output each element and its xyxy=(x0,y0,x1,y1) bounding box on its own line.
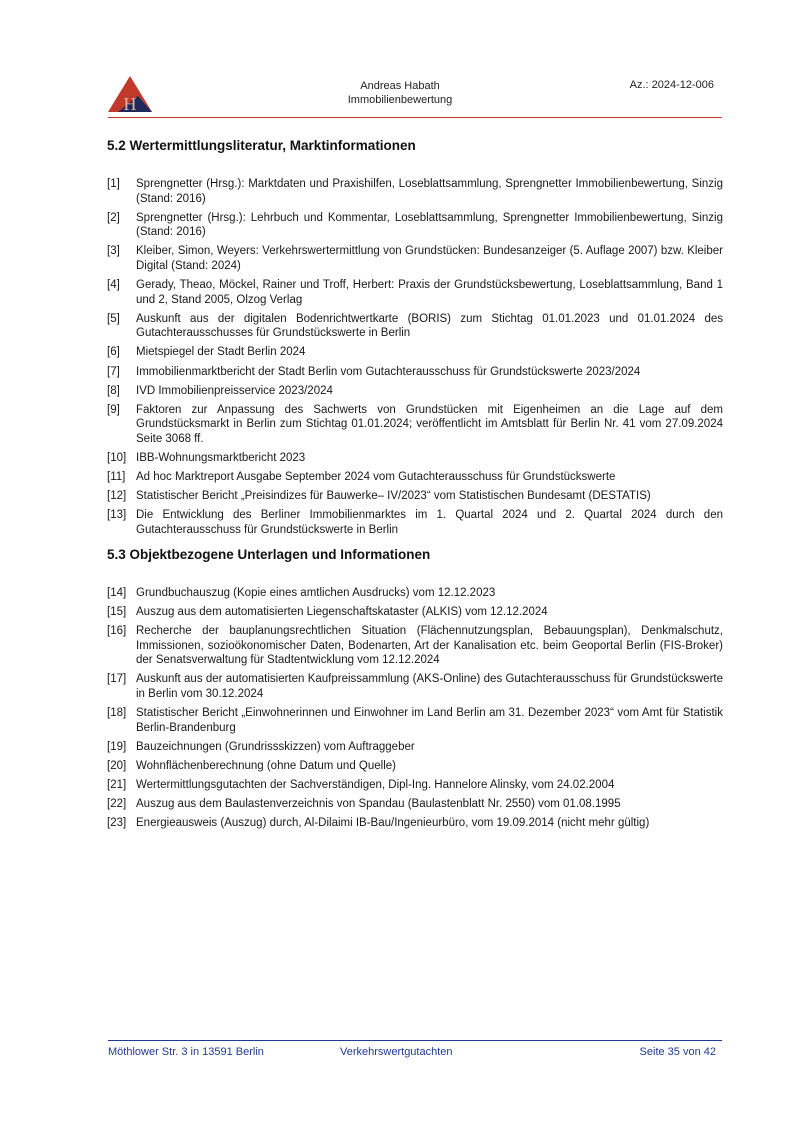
reference-item xyxy=(107,816,723,831)
reference-number: [15] xyxy=(107,606,127,619)
reference-item xyxy=(107,384,723,399)
reference-text: Die Entwicklung des Berliner Immobilienmarktes im 1. Quartal 2024 und 2. Quartal 2024 durch den Gutachterausschuss für Grundstückswerte in Berlin xyxy=(136,509,723,536)
reference-number: [16] xyxy=(107,625,127,638)
reference-item xyxy=(107,624,723,668)
logo-letter: H xyxy=(123,94,137,114)
header-divider xyxy=(108,117,722,118)
reference-item xyxy=(107,451,723,466)
reference-item xyxy=(107,706,723,735)
company-logo xyxy=(108,74,152,114)
reference-number: [22] xyxy=(107,798,127,811)
reference-item xyxy=(107,244,723,273)
reference-text: Bauzeichnungen (Grundrissskizzen) vom Auftraggeber xyxy=(136,740,415,753)
reference-number: [20] xyxy=(107,759,127,772)
reference-text: Immobilienmarktbericht der Stadt Berlin vom Gutachterausschuss für Grundstückswerte 2023/2024 xyxy=(136,365,641,378)
reference-text: Sprengnetter (Hrsg.): Marktdaten und Praxishilfen, Loseblattsammlung, Sprengnetter Immobilienbewertung, Sinzig (Stand: 2016) xyxy=(136,178,723,205)
reference-item xyxy=(107,177,723,206)
reference-number: [17] xyxy=(107,673,127,686)
appraiser-name: Andreas Habath xyxy=(360,80,440,92)
reference-text: Mietspiegel der Stadt Berlin 2024 xyxy=(136,346,306,359)
reference-list-literature xyxy=(107,177,723,542)
reference-number: [3] xyxy=(107,245,120,258)
reference-text: IVD Immobilienpreisservice 2023/2024 xyxy=(136,384,333,397)
reference-text: Wohnflächenberechnung (ohne Datum und Quelle) xyxy=(136,759,396,772)
reference-text: Auskunft aus der automatisierten Kaufpreissammlung (AKS-Online) des Gutachterausschuss für Grundstückswerte in Berlin vom 30.12.2024 xyxy=(136,673,723,701)
reference-item xyxy=(107,365,723,380)
reference-text: Grundbuchauszug (Kopie eines amtlichen Ausdrucks) vom 12.12.2023 xyxy=(136,587,496,599)
reference-item xyxy=(107,345,723,360)
section-title-documents: 5.3 Objektbezogene Unterlagen und Informationen xyxy=(107,547,431,562)
footer-address: Möthlower Str. 3 in 13591 Berlin xyxy=(108,1046,264,1058)
reference-text: Energieausweis (Auszug) durch, Al-Dilaimi IB-Bau/Ingenieurbüro, vom 19.09.2014 (nicht mehr gültig) xyxy=(136,817,650,830)
reference-number: [4] xyxy=(107,279,120,292)
reference-item xyxy=(107,211,723,240)
reference-text: Statistischer Bericht „Preisindizes für Bauwerke– IV/2023“ vom Statistischen Bundesamt (DESTATIS) xyxy=(136,490,651,503)
reference-item xyxy=(107,312,723,341)
reference-text: Statistischer Bericht „Einwohnerinnen und Einwohner im Land Berlin am 31. Dezember 2023“ vom Amt für Statistik Berlin-Brandenburg xyxy=(136,707,723,734)
reference-text: Kleiber, Simon, Weyers: Verkehrswertermittlung von Grundstücken: Bundesanzeiger (5. Auflage 2007) bzw. Kleiber Digital (Stand: 2024) xyxy=(136,245,723,272)
reference-number: [18] xyxy=(107,707,127,720)
reference-number: [5] xyxy=(107,312,120,325)
reference-number: [13] xyxy=(107,509,127,522)
reference-number: [2] xyxy=(107,211,120,224)
reference-number: [23] xyxy=(107,817,127,830)
reference-item xyxy=(107,797,723,812)
reference-number: [8] xyxy=(107,384,120,397)
reference-text: Auszug aus dem Baulastenverzeichnis von Spandau (Baulastenblatt Nr. 2550) vom 01.08.1995 xyxy=(136,798,621,811)
reference-item xyxy=(107,672,723,701)
reference-item xyxy=(107,489,723,504)
reference-number: [6] xyxy=(107,346,120,359)
header-info xyxy=(300,79,500,107)
reference-item xyxy=(107,605,723,620)
reference-number: [11] xyxy=(107,471,126,484)
footer-divider xyxy=(108,1040,722,1041)
footer-doc-type: Verkehrswertgutachten xyxy=(340,1046,453,1058)
reference-text: Recherche der bauplanungsrechtlichen Situation (Flächennutzungsplan, Bebauungsplan), Denkmalschutz, Immissionen, sozioökonomischer Daten, Bodenarten, Art der Kanalisation etc. beim Geoportal Berlin (FIS-Broker) der Senatsverwaltung für Stadtentwicklung vom 12.12.2024 xyxy=(136,625,723,667)
reference-number: [12] xyxy=(107,490,127,503)
reference-item xyxy=(107,508,723,537)
reference-item xyxy=(107,586,723,601)
reference-item xyxy=(107,278,723,307)
reference-number: [21] xyxy=(107,779,127,792)
reference-item xyxy=(107,403,723,447)
page-number: Seite 35 von 42 xyxy=(639,1046,716,1058)
reference-text: Auskunft aus der digitalen Bodenrichtwertkarte (BORIS) zum Stichtag 01.01.2023 und 01.01.2024 des Gutachterausschusses für Grundstückswerte in Berlin xyxy=(136,312,723,340)
reference-number: [19] xyxy=(107,740,127,753)
reference-text: Gerady, Theao, Möckel, Rainer und Troff, Herbert: Praxis der Grundstücksbewertung, Loseblattsammlung, Band 1 und 2, Stand 2005, Olzog Verlag xyxy=(136,279,723,306)
section-title-literature: 5.2 Wertermittlungsliteratur, Marktinformationen xyxy=(107,138,416,153)
case-number: Az.: 2024-12-006 xyxy=(629,79,714,91)
reference-item xyxy=(107,778,723,793)
reference-text: Ad hoc Marktreport Ausgabe September 2024 vom Gutachterausschuss für Grundstückswerte xyxy=(136,471,616,484)
reference-number: [7] xyxy=(107,365,120,378)
reference-number: [1] xyxy=(107,178,120,190)
reference-number: [14] xyxy=(107,587,127,599)
reference-text: Auszug aus dem automatisierten Liegenschaftskataster (ALKIS) vom 12.12.2024 xyxy=(136,606,548,619)
reference-list-documents xyxy=(107,586,723,835)
reference-text: Sprengnetter (Hrsg.): Lehrbuch und Kommentar, Loseblattsammlung, Sprengnetter Immobilienbewertung, Sinzig (Stand: 2016) xyxy=(136,211,723,239)
reference-text: Wertermittlungsgutachten der Sachverständigen, Dipl-Ing. Hannelore Alinsky, vom 24.02.2004 xyxy=(136,779,615,792)
appraiser-profession: Immobilienbewertung xyxy=(347,94,453,106)
reference-item xyxy=(107,740,723,755)
reference-number: [10] xyxy=(107,452,127,464)
reference-item xyxy=(107,759,723,774)
reference-text: Faktoren zur Anpassung des Sachwerts von Grundstücken mit Eigenheimen an die Lage auf dem Grundstücksmarkt in Berlin zum Stichtag 01.01.2024; veröffentlicht im Amtsblatt für Berlin Nr. 41 vom 27.09.2024 Seite 3068 ff. xyxy=(136,403,723,445)
reference-number: [9] xyxy=(107,403,120,416)
reference-item xyxy=(107,470,723,485)
reference-text: IBB-Wohnungsmarktbericht 2023 xyxy=(136,452,306,464)
